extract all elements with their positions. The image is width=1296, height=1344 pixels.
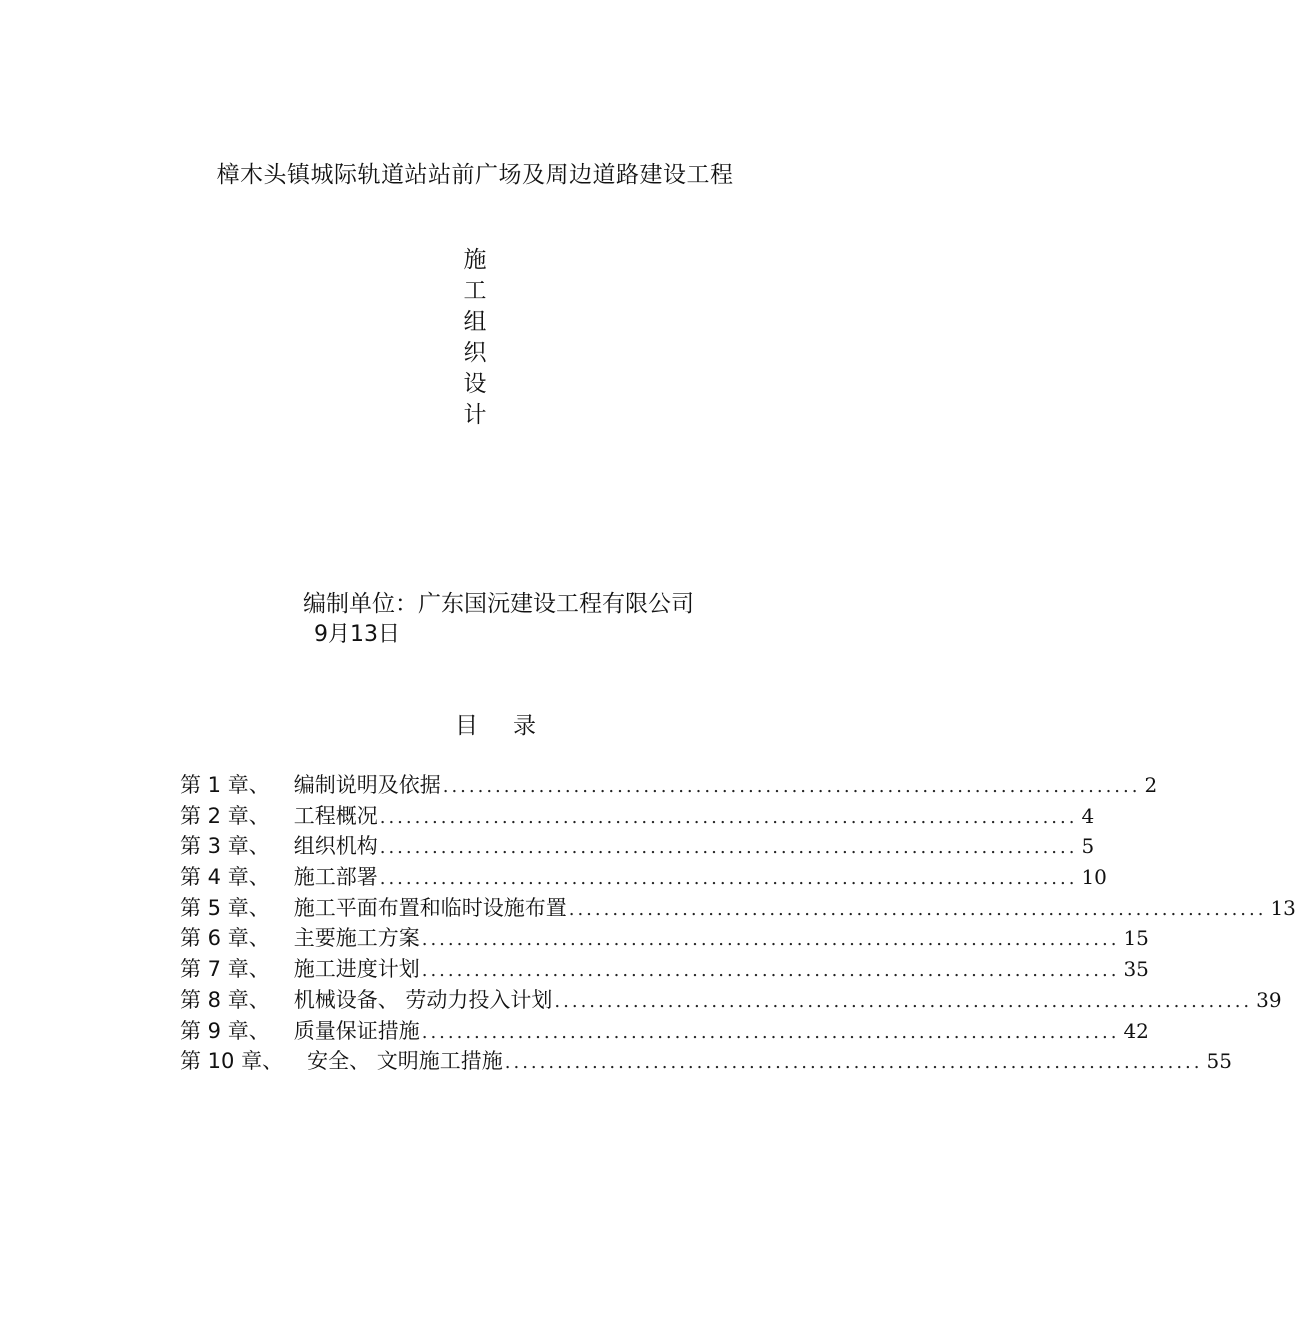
doc-type-char: 计 <box>463 402 487 428</box>
toc-leader-dots: ................................................................................ <box>379 806 1078 828</box>
toc-leader-dots: ................................................................................ <box>421 960 1120 982</box>
doc-type-char: 组 <box>463 309 487 335</box>
compiler-name: 广东国沅建设工程有限公司 <box>418 591 694 617</box>
toc-item[interactable] <box>180 923 1149 954</box>
table-of-contents <box>180 770 1296 1077</box>
toc-chapter: 第 3 章、 <box>180 834 270 859</box>
toc-page-number: 10 <box>1081 865 1107 890</box>
toc-leader-dots: ................................................................................ <box>504 1052 1203 1074</box>
toc-page-number: 39 <box>1256 987 1282 1012</box>
doc-type-char: 设 <box>463 371 487 397</box>
toc-chapter: 第 7 章、 <box>180 957 270 982</box>
toc-item[interactable] <box>180 1016 1149 1047</box>
toc-leader-dots: ................................................................................ <box>421 1021 1120 1043</box>
toc-page-number: 42 <box>1123 1018 1149 1043</box>
compiler-label: 编制单位： <box>303 591 418 617</box>
toc-heading-char: 录 <box>513 713 536 739</box>
toc-item[interactable] <box>180 862 1107 893</box>
toc-title: 主要施工方案 <box>293 926 420 951</box>
toc-chapter: 第 5 章、 <box>180 895 270 920</box>
toc-title: 组织机构 <box>293 834 378 859</box>
toc-title: 编制说明及依据 <box>293 773 441 797</box>
toc-heading-char: 目 <box>455 713 478 739</box>
toc-chapter: 第 4 章、 <box>180 865 270 890</box>
toc-title: 工程概况 <box>293 803 378 828</box>
toc-item[interactable] <box>180 801 1095 832</box>
toc-chapter: 第 8 章、 <box>180 987 270 1012</box>
toc-page-number: 2 <box>1144 773 1158 797</box>
toc-item[interactable] <box>180 770 1158 801</box>
toc-heading <box>455 711 536 741</box>
toc-item[interactable] <box>180 831 1095 862</box>
toc-title: 施工平面布置和临时设施布置 <box>293 895 567 920</box>
project-title: 樟木头镇城际轨道站站前广场及周边道路建设工程 <box>216 162 734 188</box>
toc-leader-dots: ................................................................................ <box>442 776 1141 797</box>
toc-title: 质量保证措施 <box>293 1018 420 1043</box>
toc-chapter: 第 6 章、 <box>180 926 270 951</box>
toc-page-number: 55 <box>1206 1049 1232 1074</box>
toc-leader-dots: ................................................................................ <box>421 929 1120 951</box>
toc-chapter: 第 10 章、 <box>180 1049 284 1074</box>
toc-page-number: 13 <box>1270 895 1296 920</box>
doc-type-char: 织 <box>463 340 487 366</box>
toc-title: 机械设备、 劳动力投入计划 <box>293 987 553 1012</box>
toc-page-number: 35 <box>1123 957 1149 982</box>
document-date: 9月13日 <box>314 622 400 647</box>
compiler-line <box>303 590 694 618</box>
toc-leader-dots: ................................................................................ <box>568 898 1267 920</box>
toc-title: 施工进度计划 <box>293 957 420 982</box>
doc-type-char: 工 <box>463 278 487 304</box>
toc-item[interactable] <box>180 893 1296 924</box>
toc-page-number: 5 <box>1081 834 1095 859</box>
toc-title: 安全、 文明施工措施 <box>307 1049 503 1074</box>
toc-chapter: 第 9 章、 <box>180 1018 270 1043</box>
toc-leader-dots: ................................................................................ <box>379 868 1078 890</box>
toc-leader-dots: ................................................................................ <box>554 990 1253 1012</box>
toc-item[interactable] <box>180 954 1149 985</box>
toc-leader-dots: ................................................................................ <box>379 837 1078 859</box>
document-type-title <box>445 245 505 431</box>
toc-item[interactable] <box>180 1046 1232 1077</box>
toc-page-number: 4 <box>1081 803 1095 828</box>
toc-page-number: 15 <box>1123 926 1149 951</box>
toc-chapter: 第 2 章、 <box>180 803 270 828</box>
toc-chapter: 第 1 章、 <box>180 773 270 797</box>
toc-item[interactable] <box>180 985 1282 1016</box>
doc-type-char: 施 <box>463 247 487 273</box>
toc-title: 施工部署 <box>293 865 378 890</box>
